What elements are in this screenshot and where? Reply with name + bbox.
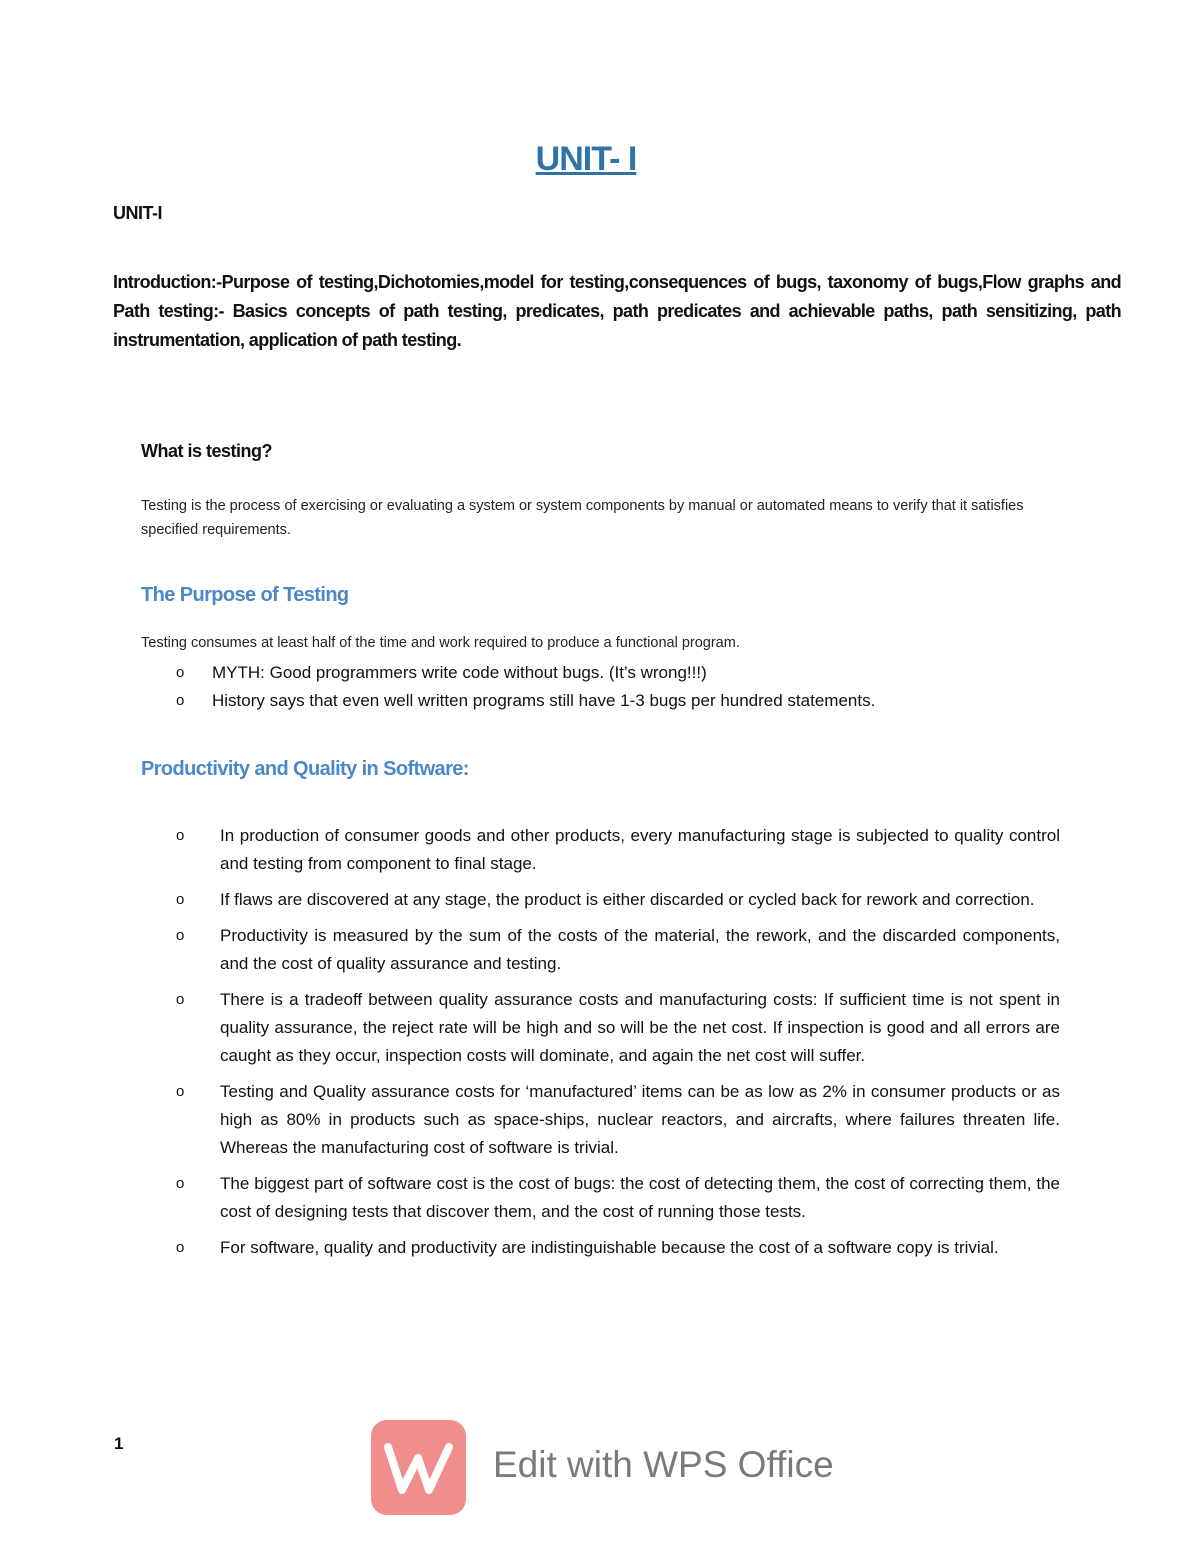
wps-w-logo-icon[interactable] bbox=[371, 1420, 466, 1515]
list-item-text: If flaws are discovered at any stage, the product is either discarded or cycled back for rework and correction. bbox=[220, 890, 1035, 909]
bullet-marker: o bbox=[176, 1175, 185, 1192]
list-item-text: For software, quality and productivity are indistinguishable because the cost of a software copy is trivial. bbox=[220, 1238, 999, 1257]
bullet-marker: o bbox=[176, 991, 185, 1008]
list-item bbox=[176, 922, 1060, 978]
bullet-marker: o bbox=[176, 692, 185, 709]
list-item-text: History says that even well written programs still have 1-3 bugs per hundred statements. bbox=[212, 691, 876, 710]
bullet-marker: o bbox=[176, 927, 185, 944]
productivity-quality-heading: Productivity and Quality in Software: bbox=[141, 758, 469, 780]
unit-label: UNIT-I bbox=[113, 203, 162, 223]
syllabus-paragraph: Introduction:-Purpose of testing,Dichotomies,model for testing,consequences of bugs, taxonomy of bugs,Flow graphs and Path testing:- Basics concepts of path testing, predicates, path predicates and achievable paths, path sensitizing, path instrumentation, application of path testing. bbox=[113, 272, 1121, 350]
list-item bbox=[176, 822, 1060, 878]
list-item bbox=[176, 659, 1076, 687]
bullet-marker: o bbox=[176, 827, 185, 844]
bullet-marker: o bbox=[176, 664, 185, 681]
productivity-bullet-list bbox=[176, 822, 1060, 1270]
what-is-testing-heading: What is testing? bbox=[141, 441, 272, 461]
list-item bbox=[176, 986, 1060, 1070]
bullet-marker: o bbox=[176, 1239, 185, 1256]
list-item-text: Testing and Quality assurance costs for ‘manufactured’ items can be as low as 2% in consumer products or as high as 80% in products such as space-ships, nuclear reactors, and aircrafts, where failures threaten life. Whereas the manufacturing cost of software is trivial. bbox=[220, 1082, 1060, 1157]
purpose-intro: Testing consumes at least half of the time and work required to produce a functional program. bbox=[141, 635, 740, 651]
list-item-text: MYTH: Good programmers write code without bugs. (It’s wrong!!!) bbox=[212, 663, 707, 682]
purpose-bullet-list bbox=[176, 659, 1076, 715]
list-item-text: There is a tradeoff between quality assurance costs and manufacturing costs: If sufficient time is not spent in quality assurance, the reject rate will be high and so will be the net cost. If inspection is good and all errors are caught as they occur, inspection costs will dominate, and again the net cost will suffer. bbox=[220, 990, 1060, 1065]
wps-w-glyph bbox=[371, 1420, 466, 1515]
list-item bbox=[176, 1170, 1060, 1226]
list-item-text: Productivity is measured by the sum of the costs of the material, the rework, and the discarded components, and the cost of quality assurance and testing. bbox=[220, 926, 1060, 973]
list-item bbox=[176, 687, 1076, 715]
testing-definition: Testing is the process of exercising or evaluating a system or system components by manual or automated means to verify that it satisfies specified requirements. bbox=[141, 498, 1024, 538]
list-item bbox=[176, 1078, 1060, 1162]
list-item-text: In production of consumer goods and other products, every manufacturing stage is subjected to quality control and testing from component to final stage. bbox=[220, 826, 1060, 873]
page-title: UNIT- I bbox=[535, 140, 637, 178]
list-item-text: The biggest part of software cost is the cost of bugs: the cost of detecting them, the cost of correcting them, the cost of designing tests that discover them, and the cost of running those tests. bbox=[220, 1174, 1060, 1221]
bullet-marker: o bbox=[176, 1083, 185, 1100]
list-item bbox=[176, 1234, 1060, 1262]
page-number: 1 bbox=[114, 1434, 124, 1453]
purpose-of-testing-heading: The Purpose of Testing bbox=[141, 584, 349, 606]
list-item bbox=[176, 886, 1060, 914]
wps-edit-link[interactable]: Edit with WPS Office bbox=[493, 1444, 834, 1485]
bullet-marker: o bbox=[176, 891, 185, 908]
